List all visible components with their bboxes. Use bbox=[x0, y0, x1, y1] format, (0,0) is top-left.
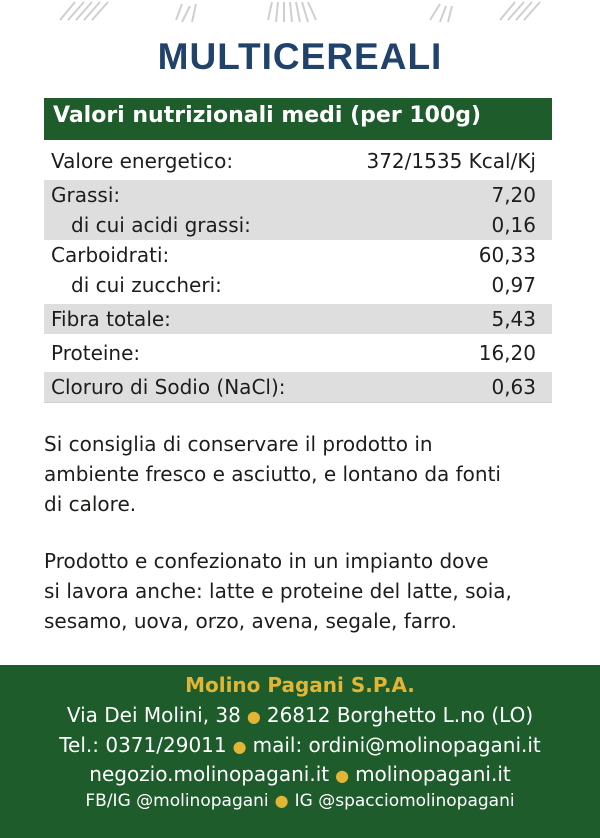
row-value: 372/1535 Kcal/Kj bbox=[366, 149, 536, 173]
address-line bbox=[0, 703, 600, 727]
website-link[interactable]: molinopagani.it bbox=[355, 762, 511, 786]
storage-instructions bbox=[44, 429, 564, 519]
row-value: 5,43 bbox=[491, 307, 536, 331]
row-value: 60,33 bbox=[478, 243, 536, 267]
shop-link[interactable]: negozio.molinopagani.it bbox=[89, 762, 330, 786]
row-value: 7,20 bbox=[491, 183, 536, 207]
row-label: Grassi: bbox=[51, 183, 121, 207]
phone: Tel.: 0371/29011 bbox=[59, 733, 227, 757]
street: Via Dei Molini, 38 bbox=[66, 703, 241, 727]
bullet-icon: ● bbox=[232, 737, 247, 756]
social-handle[interactable]: IG @spacciomolinopagani bbox=[294, 791, 515, 811]
text-line: ambiente fresco e asciutto, e lontano da fonti bbox=[44, 462, 501, 486]
product-title: MULTICEREALI bbox=[157, 36, 443, 77]
nutrition-table-header: Valori nutrizionali medi (per 100g) bbox=[44, 98, 552, 140]
web-line bbox=[0, 762, 600, 786]
table-row bbox=[44, 338, 552, 368]
row-label: Valore energetico: bbox=[51, 149, 234, 173]
table-row bbox=[44, 210, 552, 240]
text-line: Prodotto e confezionato in un impianto dove bbox=[44, 549, 489, 573]
text-line: sesamo, uova, orzo, avena, segale, farro. bbox=[44, 609, 457, 633]
table-row bbox=[44, 180, 552, 210]
row-label: di cui zuccheri: bbox=[71, 273, 222, 297]
company-name: Molino Pagani S.P.A. bbox=[185, 673, 415, 697]
table-row bbox=[44, 270, 552, 300]
row-label: Fibra totale: bbox=[51, 307, 171, 331]
text-line: Si consiglia di conservare il prodotto in bbox=[44, 432, 433, 456]
social-line bbox=[0, 791, 600, 811]
contact-line bbox=[0, 733, 600, 757]
allergen-info bbox=[44, 546, 564, 636]
table-row bbox=[44, 140, 552, 180]
row-label: di cui acidi grassi: bbox=[71, 213, 251, 237]
text-line: di calore. bbox=[44, 492, 137, 516]
text-line: si lavora anche: latte e proteine del latte, soia, bbox=[44, 579, 512, 603]
row-value: 0,16 bbox=[491, 213, 536, 237]
table-row bbox=[44, 304, 552, 334]
wheat-decoration-icon bbox=[0, 0, 600, 24]
bullet-icon: ● bbox=[246, 707, 261, 726]
table-row bbox=[44, 372, 552, 402]
email-link[interactable]: mail: ordini@molinopagani.it bbox=[252, 733, 541, 757]
company-footer bbox=[0, 665, 600, 838]
bullet-icon: ● bbox=[274, 791, 289, 810]
city: 26812 Borghetto L.no (LO) bbox=[266, 703, 534, 727]
row-label: Carboidrati: bbox=[51, 243, 170, 267]
social-handle[interactable]: FB/IG @molinopagani bbox=[85, 791, 269, 811]
row-value: 0,97 bbox=[491, 273, 536, 297]
table-row bbox=[44, 240, 552, 270]
row-value: 16,20 bbox=[478, 341, 536, 365]
row-label: Cloruro di Sodio (NaCl): bbox=[51, 375, 286, 399]
nutrition-table bbox=[44, 140, 552, 403]
row-value: 0,63 bbox=[491, 375, 536, 399]
bullet-icon: ● bbox=[335, 766, 350, 785]
row-label: Proteine: bbox=[51, 341, 141, 365]
